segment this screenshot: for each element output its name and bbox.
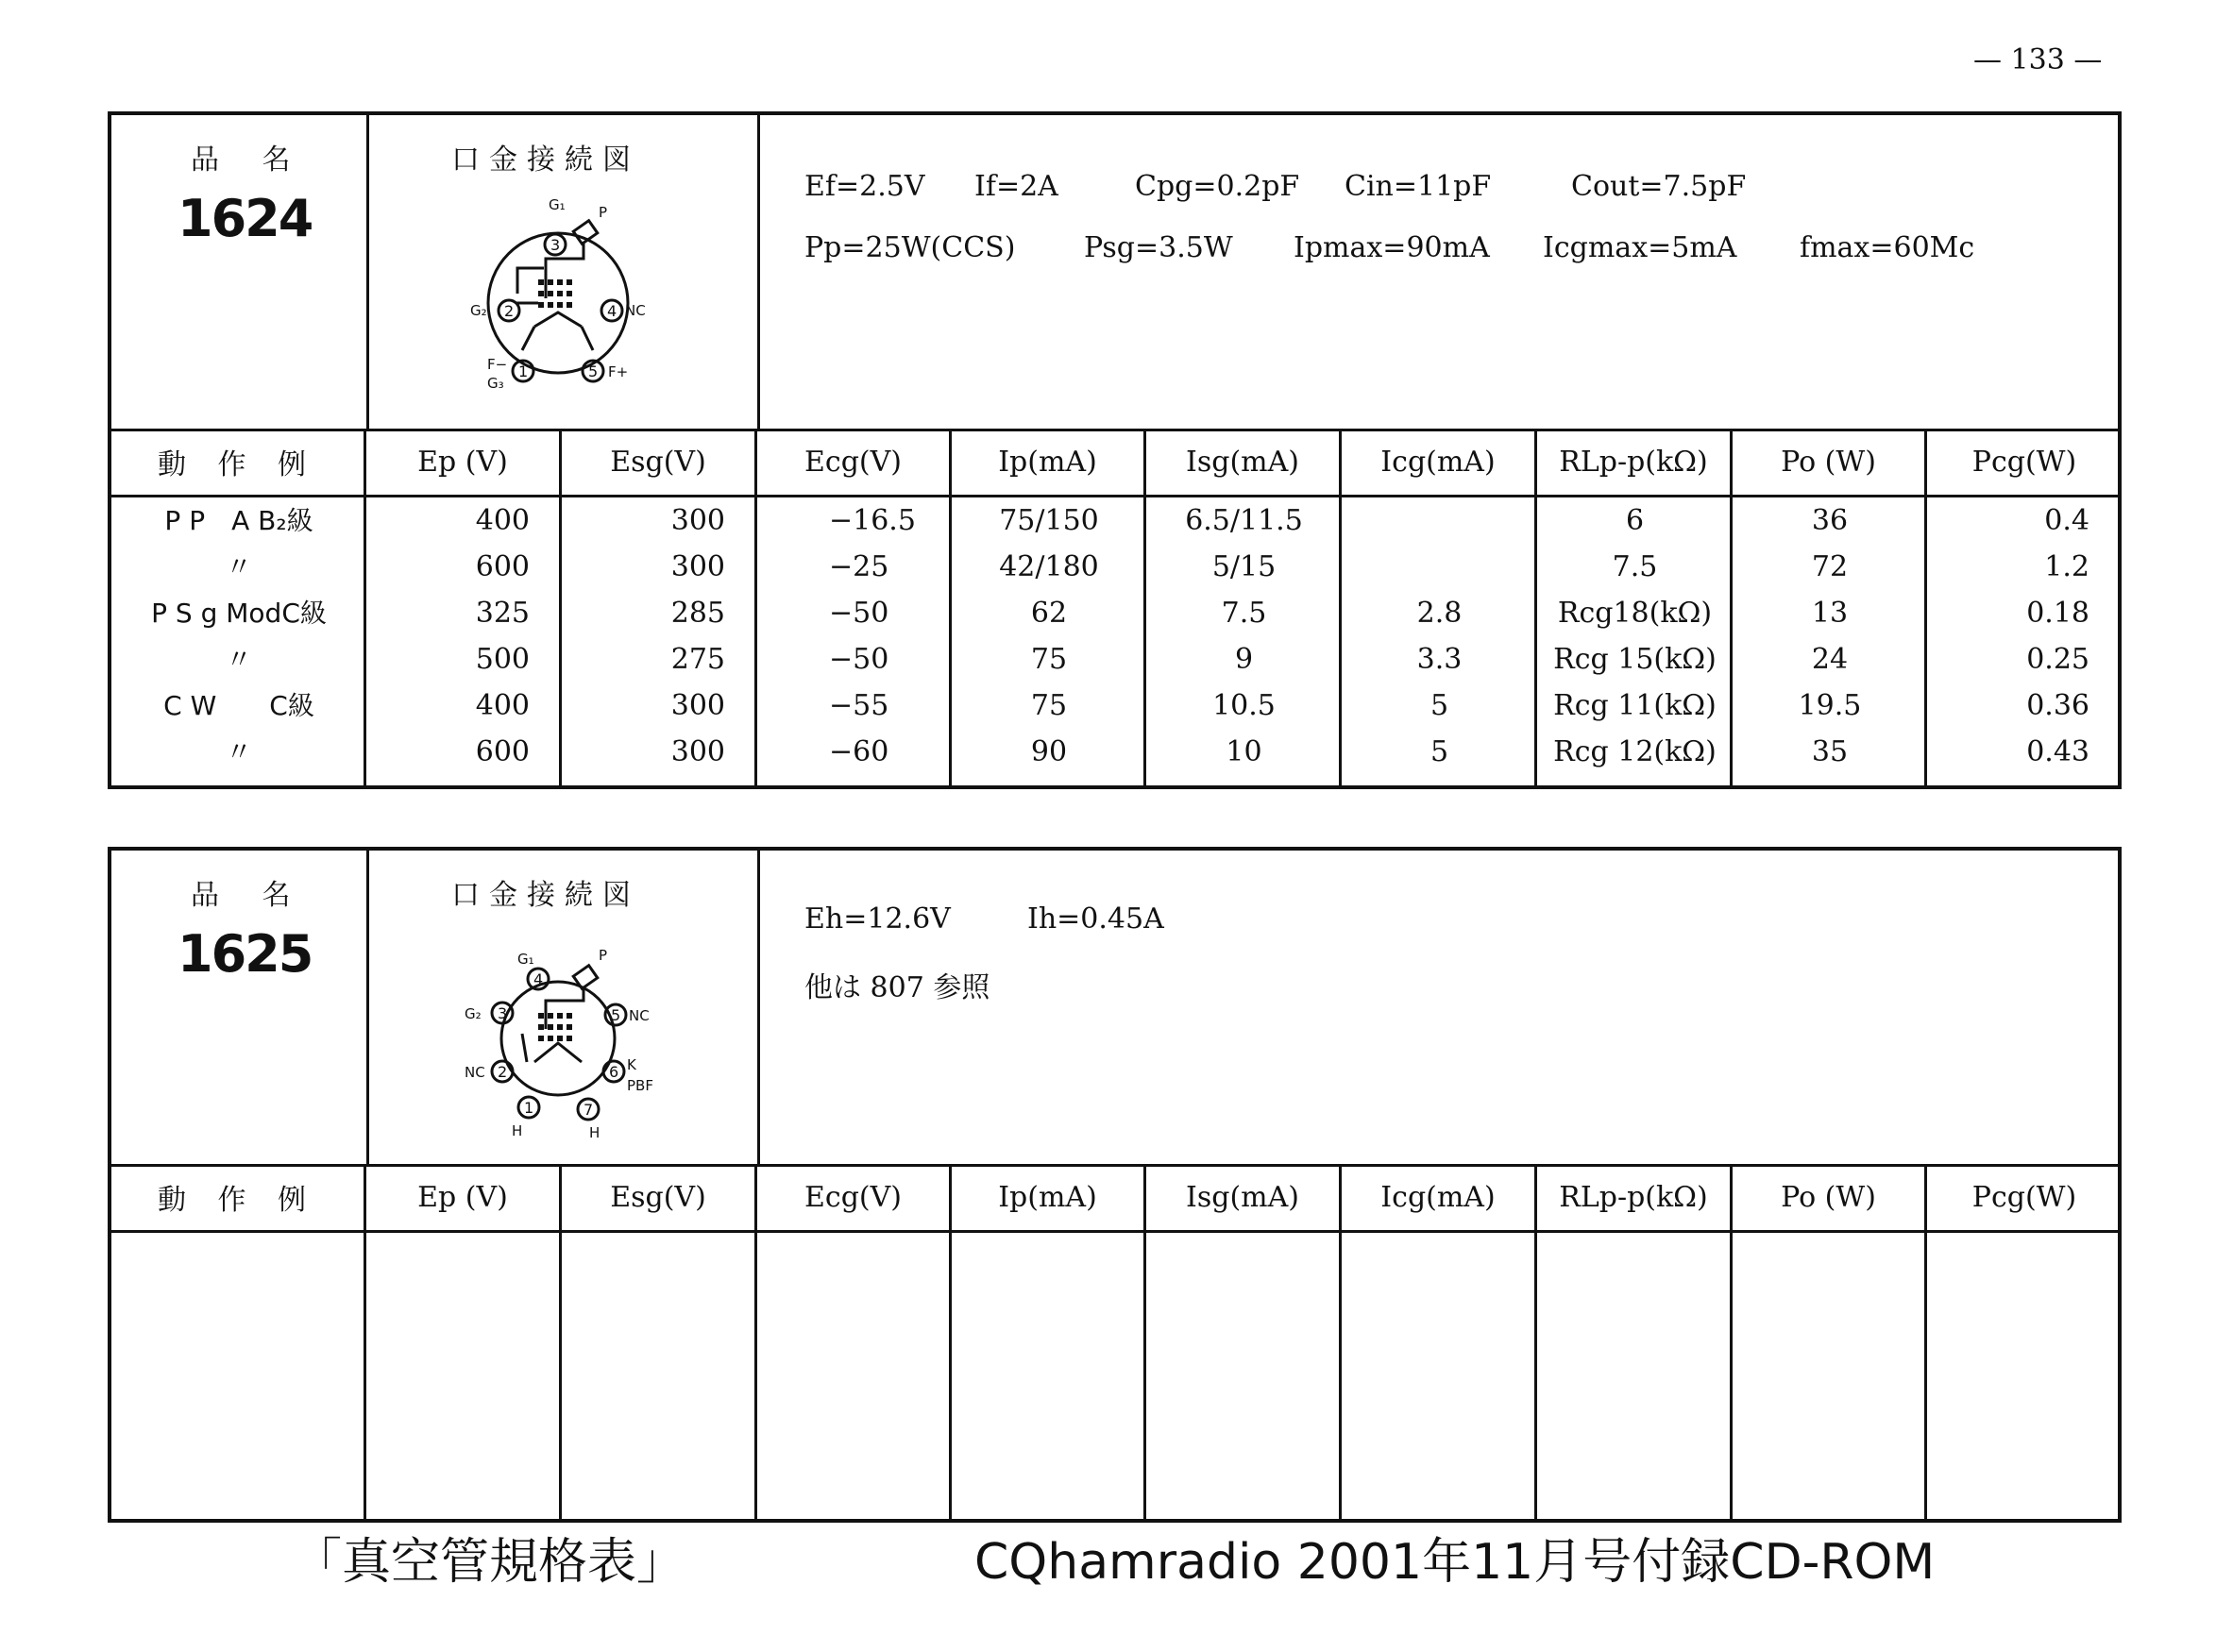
header-isg: Isg(mA) [1146,1164,1342,1230]
pin-number: 4 [607,302,617,320]
table-row [111,544,2118,590]
spec-pp: Pp=25W(CCS) [804,231,1016,264]
table-cell: 9 [1234,643,1254,676]
table-cell [1342,544,1537,590]
header-ecg: Ecg(V) [757,429,952,495]
pin-label-g1: G₁ [517,951,534,968]
table-cell: 2.8 [1416,597,1463,630]
table-cell: −50 [829,597,889,630]
pin-label-g3: G₃ [487,375,504,392]
table-cell: 75 [1030,689,1068,722]
table-cell: 10.5 [1212,689,1276,722]
spec-cout: Cout=7.5pF [1571,170,1747,203]
pin-number: 1 [524,1099,534,1117]
spec-ih: Ih=0.45A [1027,902,1164,936]
table-cell: 7.5 [1221,597,1267,630]
table-cell: 5 [1429,735,1449,768]
pin-label-f-minus: F− [487,356,508,373]
column-divider [1534,1233,1537,1519]
table-cell: −50 [829,643,889,676]
pin-label-g2: G₂ [470,302,487,319]
header-pcg: Pcg(W) [1971,1180,2077,1214]
pin-number: 2 [504,302,515,320]
table-cell: 0.36 [2026,689,2089,722]
pin-label-f-plus: F+ [608,363,629,380]
pin-label-nc: NC [625,302,646,319]
header-rlpp: RLp-p(kΩ) [1537,1164,1733,1230]
table-cell: −16.5 [829,504,916,537]
tube-1625-table [108,847,2122,1523]
tube-name: 1624 [178,189,313,248]
table-cell: 300 [670,735,725,768]
pin-number: 3 [498,1004,508,1022]
spec-psg: Psg=3.5W [1084,231,1233,264]
header-po: Po (W) [1733,1164,1927,1230]
pin-label-k: K [627,1056,636,1073]
row-label: P S g ModC級 [151,598,327,629]
header-ecg: Ecg(V) [757,1164,952,1230]
row-label: P P A B₂級 [164,505,313,536]
page-number: — 133 — [1973,43,2103,76]
pin-diagram-label: 口金接続図 [451,143,640,177]
tube-name-cell [111,851,369,1164]
header-ip: Ip(mA) [952,429,1146,495]
table-cell: 10 [1226,735,1262,768]
table-cell: 6 [1625,504,1645,537]
header-ep: Ep (V) [366,429,562,495]
spec-fmax: fmax=60Mc [1800,231,1975,264]
spec-ipmax: Ipmax=90mA [1294,231,1490,264]
hinmei-label: 品 名 [191,879,308,912]
header-isg: Isg(mA) [1146,429,1342,495]
footer-title: 「真空管規格表」 [293,1534,686,1591]
table-cell: 7.5 [1612,550,1658,583]
header-ep: Ep (V) [366,1164,562,1230]
pin-diagram-1624 [432,185,687,421]
header-po: Po (W) [1733,429,1927,495]
footer-source: CQhamradio 2001年11月号付録CD-ROM [974,1534,1936,1591]
table-row [111,636,2118,683]
column-divider [1143,1233,1146,1519]
table-cell: 1.2 [2044,550,2089,583]
table-cell: −25 [829,550,889,583]
spec-if: If=2A [974,170,1058,203]
header-esg: Esg(V) [562,429,757,495]
pin-label-p: P [599,947,608,964]
table-cell: 400 [475,689,530,722]
pin-diagram-cell [366,851,760,1164]
spec-eh: Eh=12.6V [804,902,951,936]
hinmei-label: 品 名 [191,143,308,177]
table-cell: Rcg 11(kΩ) [1553,689,1717,722]
row-label: C W C級 [163,690,314,721]
table-cell: 6.5/11.5 [1185,504,1303,537]
pin-label-h: H [512,1122,523,1139]
table-row [111,497,2118,544]
table-cell: 75/150 [999,504,1099,537]
pin-label-g1: G₁ [549,196,566,213]
table-cell: 300 [670,504,725,537]
table-cell: 72 [1811,550,1849,583]
tube-name: 1625 [178,924,313,984]
column-header-row [111,429,2118,497]
spec-cpg: Cpg=0.2pF [1135,170,1300,203]
table-cell: 90 [1030,735,1068,768]
pin-number: 1 [518,362,529,380]
header-example: 動 作 例 [111,1164,366,1230]
table-cell: −60 [829,735,889,768]
spec-cell [757,851,2118,1164]
column-header-row [111,1164,2118,1233]
table-cell: Rcg18(kΩ) [1557,597,1713,630]
column-divider [559,1233,562,1519]
spec-ef: Ef=2.5V [804,170,925,203]
table-cell: 0.4 [2044,504,2089,537]
table-cell: 300 [670,550,725,583]
tube-1624-spec-area [111,115,2118,431]
table-cell: 0.43 [2026,735,2089,768]
table-cell: 275 [670,643,725,676]
table-cell: 600 [475,550,530,583]
tube-1625-spec-area [111,851,2118,1167]
table-cell: 0.25 [2026,643,2089,676]
table-cell: 0.18 [2026,597,2089,630]
column-divider [364,1233,366,1519]
tube-name-cell [111,115,369,429]
header-ip: Ip(mA) [952,1164,1146,1230]
table-cell: 13 [1811,597,1849,630]
pin-label-g2: G₂ [465,1005,482,1022]
header-example: 動 作 例 [111,429,366,495]
pin-label-pbf: PBF [627,1077,653,1094]
spec-ref: 他は 807 参照 [804,971,990,1004]
table-row [111,729,2118,775]
spec-icgmax: Icgmax=5mA [1543,231,1737,264]
table-cell: 5/15 [1211,550,1277,583]
table-cell: 24 [1811,643,1849,676]
row-label: 〃 [225,551,252,582]
spec-cell [757,115,2118,429]
table-cell: 400 [475,504,530,537]
column-divider [1924,1233,1927,1519]
table-cell: Rcg 12(kΩ) [1553,735,1717,768]
column-divider [754,1233,757,1519]
table-row [111,590,2118,636]
pin-diagram-1625 [432,920,687,1156]
column-divider [1339,1233,1342,1519]
spec-cin: Cin=11pF [1345,170,1492,203]
column-divider [1730,1233,1733,1519]
table-cell: Rcg 15(kΩ) [1553,643,1717,676]
column-divider [949,1233,952,1519]
pin-number: 7 [584,1101,594,1119]
header-rlpp: RLp-p(kΩ) [1537,429,1733,495]
pin-number: 5 [611,1006,621,1024]
table-row [111,683,2118,729]
pin-label-nc: NC [629,1007,650,1024]
pin-label-p: P [599,204,608,221]
row-label: 〃 [225,736,252,767]
pin-number: 3 [550,236,561,254]
table-cell: 3.3 [1416,643,1463,676]
table-cell: 300 [670,689,725,722]
table-cell: 75 [1030,643,1068,676]
table-cell: −55 [829,689,889,722]
table-cell: 500 [475,643,530,676]
table-cell: 62 [1030,597,1068,630]
pin-number: 6 [609,1063,619,1081]
row-label: 〃 [225,644,252,675]
operating-examples-body [111,497,2118,785]
header-icg: Icg(mA) [1342,429,1537,495]
operating-examples-body-empty [111,1233,2118,1519]
header-esg: Esg(V) [562,1164,757,1230]
table-cell: 35 [1811,735,1849,768]
pin-number: 2 [498,1063,508,1081]
header-pcg: Pcg(W) [1971,445,2077,479]
pin-diagram-cell [366,115,760,429]
table-cell [1342,497,1537,544]
pin-number: 4 [533,970,544,988]
table-cell: 19.5 [1798,689,1862,722]
table-cell: 42/180 [999,550,1099,583]
table-cell: 285 [670,597,725,630]
header-icg: Icg(mA) [1342,1164,1537,1230]
pin-number: 5 [588,362,599,380]
tube-1624-table [108,111,2122,789]
pin-label-h: H [589,1124,601,1141]
pin-label-nc: NC [465,1064,485,1081]
table-cell: 600 [475,735,530,768]
table-cell: 36 [1811,504,1849,537]
table-cell: 5 [1429,689,1449,722]
table-cell: 325 [475,597,530,630]
pin-diagram-label: 口金接続図 [451,879,640,912]
